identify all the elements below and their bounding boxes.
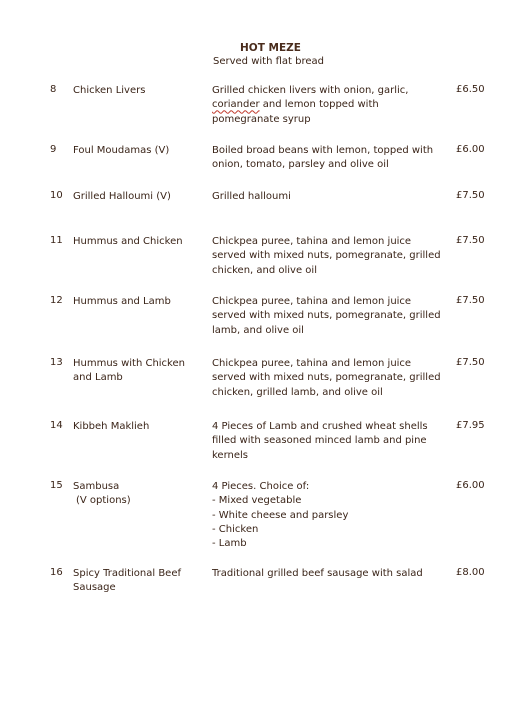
description-line: served with mixed nuts, pomegranate, grilled (212, 372, 441, 384)
item-price: £6.00 (456, 480, 485, 491)
item-description (212, 480, 437, 551)
item-description (212, 295, 441, 338)
description-line: chicken, grilled lamb, and olive oil (212, 386, 383, 398)
description-line: 4 Pieces of Lamb and crushed wheat shells (212, 421, 428, 432)
description-line: Traditional grilled beef sausage with salad (212, 568, 423, 579)
description-line: filled with seasoned minced lamb and pine (212, 435, 427, 447)
item-name: Hummus and Chicken (73, 236, 183, 247)
description-line: Chickpea puree, tahina and lemon juice (212, 236, 412, 247)
item-description (212, 235, 441, 278)
description-line: - Mixed vegetable (212, 495, 302, 507)
description-line: served with mixed nuts, pomegranate, grilled (212, 310, 441, 322)
item-name: Chicken Livers (73, 85, 146, 96)
description-line: pomegranate syrup (212, 113, 311, 125)
section-title: HOT MEZE (240, 42, 301, 54)
description-line: lamb, and olive oil (212, 324, 304, 336)
description-line: chicken, and olive oil (212, 264, 317, 276)
item-description (212, 84, 437, 127)
description-line: served with mixed nuts, pomegranate, grilled (212, 250, 441, 262)
description-line: Grilled halloumi (212, 191, 291, 202)
item-name: Hummus and Lamb (73, 296, 171, 307)
item-price: £6.50 (456, 84, 485, 95)
item-description (212, 357, 441, 400)
item-name-block (73, 480, 203, 509)
item-number: 14 (50, 420, 63, 431)
item-number: 11 (50, 235, 63, 246)
item-description (212, 190, 437, 204)
description-line-rest: and lemon topped with (259, 99, 379, 111)
item-name: Spicy Traditional Beef Sausage (73, 568, 181, 594)
description-line: - Lamb (212, 538, 247, 550)
item-price: £7.50 (456, 295, 485, 306)
item-price: £7.95 (456, 420, 485, 431)
description-line: Boiled broad beans with lemon, topped with (212, 145, 434, 156)
description-line: onion, tomato, parsley and olive oil (212, 159, 389, 171)
item-note: (V options) (76, 495, 131, 507)
item-number: 15 (50, 480, 63, 491)
item-description (212, 420, 437, 463)
description-line: 4 Pieces. Choice of: (212, 481, 310, 492)
item-name: Hummus with Chicken and Lamb (73, 358, 185, 384)
item-number: 13 (50, 357, 63, 368)
item-description (212, 567, 437, 581)
section-subtitle: Served with flat bread (213, 56, 324, 67)
item-name: Kibbeh Maklieh (73, 421, 150, 432)
item-number: 16 (50, 567, 63, 578)
item-name: Grilled Halloumi (V) (73, 191, 171, 202)
item-price: £8.00 (456, 567, 485, 578)
description-line: Chickpea puree, tahina and lemon juice (212, 358, 412, 369)
description-line: Grilled chicken livers with onion, garlic, (212, 85, 409, 96)
description-line: - White cheese and parsley (212, 509, 349, 521)
misspelled-word: coriander (212, 99, 260, 111)
description-line (212, 98, 437, 112)
description-line: Chickpea puree, tahina and lemon juice (212, 296, 412, 307)
item-number: 10 (50, 190, 63, 201)
description-line: - Chicken (212, 523, 259, 535)
item-number: 12 (50, 295, 63, 306)
item-price: £6.00 (456, 144, 485, 155)
item-description (212, 144, 437, 173)
item-number: 8 (50, 84, 57, 95)
item-name: Foul Moudamas (V) (73, 145, 170, 156)
item-name: Sambusa (73, 481, 120, 492)
item-price: £7.50 (456, 357, 485, 368)
item-price: £7.50 (456, 190, 485, 201)
description-line: kernels (212, 449, 249, 461)
item-number: 9 (50, 144, 57, 155)
item-price: £7.50 (456, 235, 485, 246)
